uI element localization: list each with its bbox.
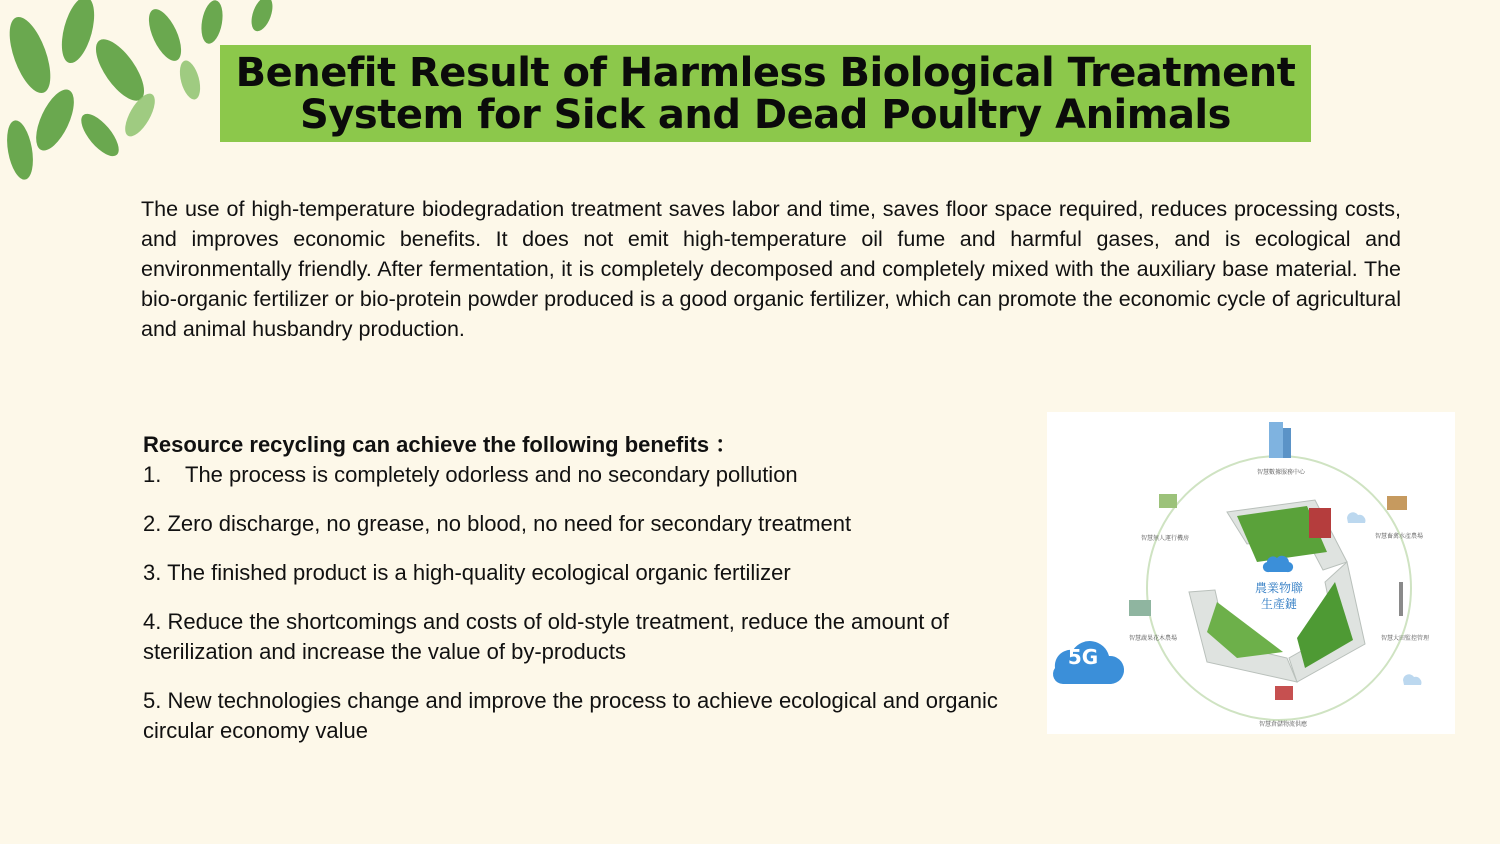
smart-agriculture-diagram [1047, 412, 1455, 734]
label-upper-right: 智慧畜禽水產農場 [1374, 533, 1424, 540]
5g-label: 5G [1067, 645, 1099, 669]
robot-room-icon [1159, 494, 1177, 508]
benefit-item-5: 5. New technologies change and improve the process to achieve ecological and organic circular economy value [143, 688, 998, 743]
greenhouse-icon [1129, 600, 1151, 616]
benefit-item-4: 4. Reduce the shortcomings and costs of old-style treatment, reduce the amount of sterilization and increase the value of by-products [143, 609, 949, 664]
5g-cloud-badge [1053, 641, 1124, 684]
center-label-line-1: 農業物聯 [1254, 581, 1304, 595]
benefits-section [143, 430, 1043, 746]
small-cloud-icon [1403, 674, 1421, 685]
label-bottom: 智慧倉儲物流供應 [1258, 721, 1308, 728]
small-cloud-icon [1347, 512, 1365, 523]
page-title-line-2: System for Sick and Dead Poultry Animals [300, 91, 1231, 138]
logistics-truck-icon [1275, 686, 1293, 700]
data-center-building-icon [1269, 422, 1291, 458]
benefits-heading: Resource recycling can achieve the following benefits ： [143, 432, 738, 457]
benefit-item-2: 2. Zero discharge, no grease, no blood, no need for secondary treatment [143, 511, 852, 536]
monitoring-tower-icon [1399, 582, 1403, 616]
label-upper-left: 智慧無人運行機房 [1140, 535, 1190, 542]
benefit-item-1-text: The process is completely odorless and no secondary pollution [185, 462, 798, 487]
page-title-line-1: Benefit Result of Harmless Biological Treatment [235, 49, 1296, 96]
label-lower-right: 智慧大田監控管理 [1380, 635, 1430, 642]
livestock-farm-icon [1387, 496, 1407, 510]
benefit-item-3: 3. The finished product is a high-quality ecological organic fertilizer [143, 560, 791, 585]
center-label-line-2: 生產鏈 [1260, 597, 1298, 611]
barn-icon [1309, 508, 1331, 538]
benefit-item-1 [143, 460, 1043, 490]
title-banner [220, 45, 1311, 142]
benefit-item-1-number: 1. [143, 462, 162, 487]
label-top: 智慧數據服務中心 [1256, 469, 1306, 476]
center-cloud [1255, 556, 1304, 611]
intro-paragraph: The use of high-temperature biodegradation treatment saves labor and time, saves floor space required, reduces processing costs, and improves economic benefits. It does not emit high-temperature oil fume and harmful gases, and is ecological and environmentally friendly. After fermentation, it is completely decomposed and completely mixed with the auxiliary base material. The bio-organic fertilizer or bio-protein powder produced is a good organic fertilizer, which can promote the economic cycle of agricultural and animal husbandry production. [141, 197, 1401, 341]
label-lower-left: 智慧蔬果花木農場 [1128, 635, 1178, 642]
